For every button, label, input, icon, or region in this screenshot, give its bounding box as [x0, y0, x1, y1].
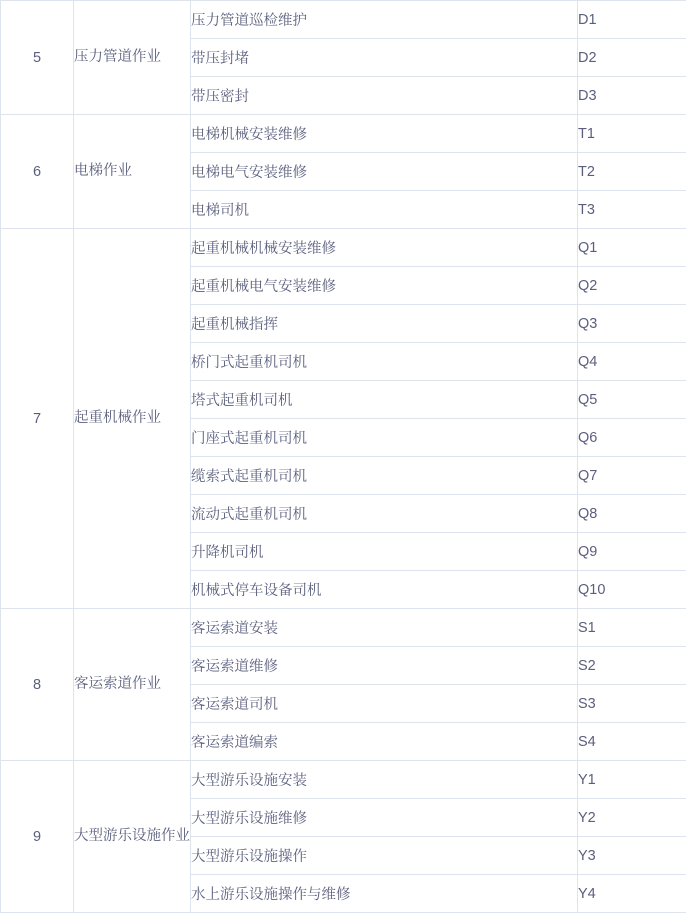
item-code: D3	[578, 77, 686, 115]
item-name: 起重机械机械安装维修	[191, 229, 578, 267]
item-name: 压力管道巡检维护	[191, 1, 578, 39]
table-row	[1, 761, 686, 799]
item-name: 起重机械指挥	[191, 305, 578, 343]
item-code: Y2	[578, 799, 686, 837]
item-name: 起重机械电气安装维修	[191, 267, 578, 305]
item-name: 大型游乐设施维修	[191, 799, 578, 837]
item-name: 缆索式起重机司机	[191, 457, 578, 495]
row-number: 6	[1, 115, 74, 229]
item-name: 客运索道编索	[191, 723, 578, 761]
table-row	[1, 229, 686, 267]
item-code: Q8	[578, 495, 686, 533]
item-code: S4	[578, 723, 686, 761]
row-number: 5	[1, 1, 74, 115]
row-number: 8	[1, 609, 74, 761]
item-name: 升降机司机	[191, 533, 578, 571]
category-name: 压力管道作业	[74, 1, 191, 115]
item-name: 流动式起重机司机	[191, 495, 578, 533]
category-name: 起重机械作业	[74, 229, 191, 609]
item-name: 带压密封	[191, 77, 578, 115]
item-name: 电梯电气安装维修	[191, 153, 578, 191]
item-code: Q7	[578, 457, 686, 495]
item-code: T2	[578, 153, 686, 191]
table-body	[1, 1, 686, 913]
table-row	[1, 609, 686, 647]
item-code: Y4	[578, 875, 686, 913]
item-name: 机械式停车设备司机	[191, 571, 578, 609]
item-code: T1	[578, 115, 686, 153]
item-name: 大型游乐设施操作	[191, 837, 578, 875]
table-row	[1, 1, 686, 39]
item-code: Q6	[578, 419, 686, 457]
row-number: 9	[1, 761, 74, 913]
item-code: D1	[578, 1, 686, 39]
item-code: Q9	[578, 533, 686, 571]
item-name: 桥门式起重机司机	[191, 343, 578, 381]
category-name: 大型游乐设施作业	[74, 761, 191, 913]
item-name: 客运索道维修	[191, 647, 578, 685]
item-code: Q2	[578, 267, 686, 305]
category-name: 电梯作业	[74, 115, 191, 229]
item-code: Y1	[578, 761, 686, 799]
item-code: S2	[578, 647, 686, 685]
item-name: 带压封堵	[191, 39, 578, 77]
item-name: 塔式起重机司机	[191, 381, 578, 419]
item-code: Q1	[578, 229, 686, 267]
item-name: 客运索道安装	[191, 609, 578, 647]
item-code: S3	[578, 685, 686, 723]
item-code: Q3	[578, 305, 686, 343]
item-code: D2	[578, 39, 686, 77]
item-code: S1	[578, 609, 686, 647]
item-code: Q5	[578, 381, 686, 419]
item-code: T3	[578, 191, 686, 229]
item-code: Q4	[578, 343, 686, 381]
item-name: 客运索道司机	[191, 685, 578, 723]
table-row	[1, 115, 686, 153]
row-number: 7	[1, 229, 74, 609]
item-name: 电梯司机	[191, 191, 578, 229]
item-code: Y3	[578, 837, 686, 875]
item-code: Q10	[578, 571, 686, 609]
item-name: 电梯机械安装维修	[191, 115, 578, 153]
category-name: 客运索道作业	[74, 609, 191, 761]
item-name: 大型游乐设施安装	[191, 761, 578, 799]
item-name: 门座式起重机司机	[191, 419, 578, 457]
item-name: 水上游乐设施操作与维修	[191, 875, 578, 913]
